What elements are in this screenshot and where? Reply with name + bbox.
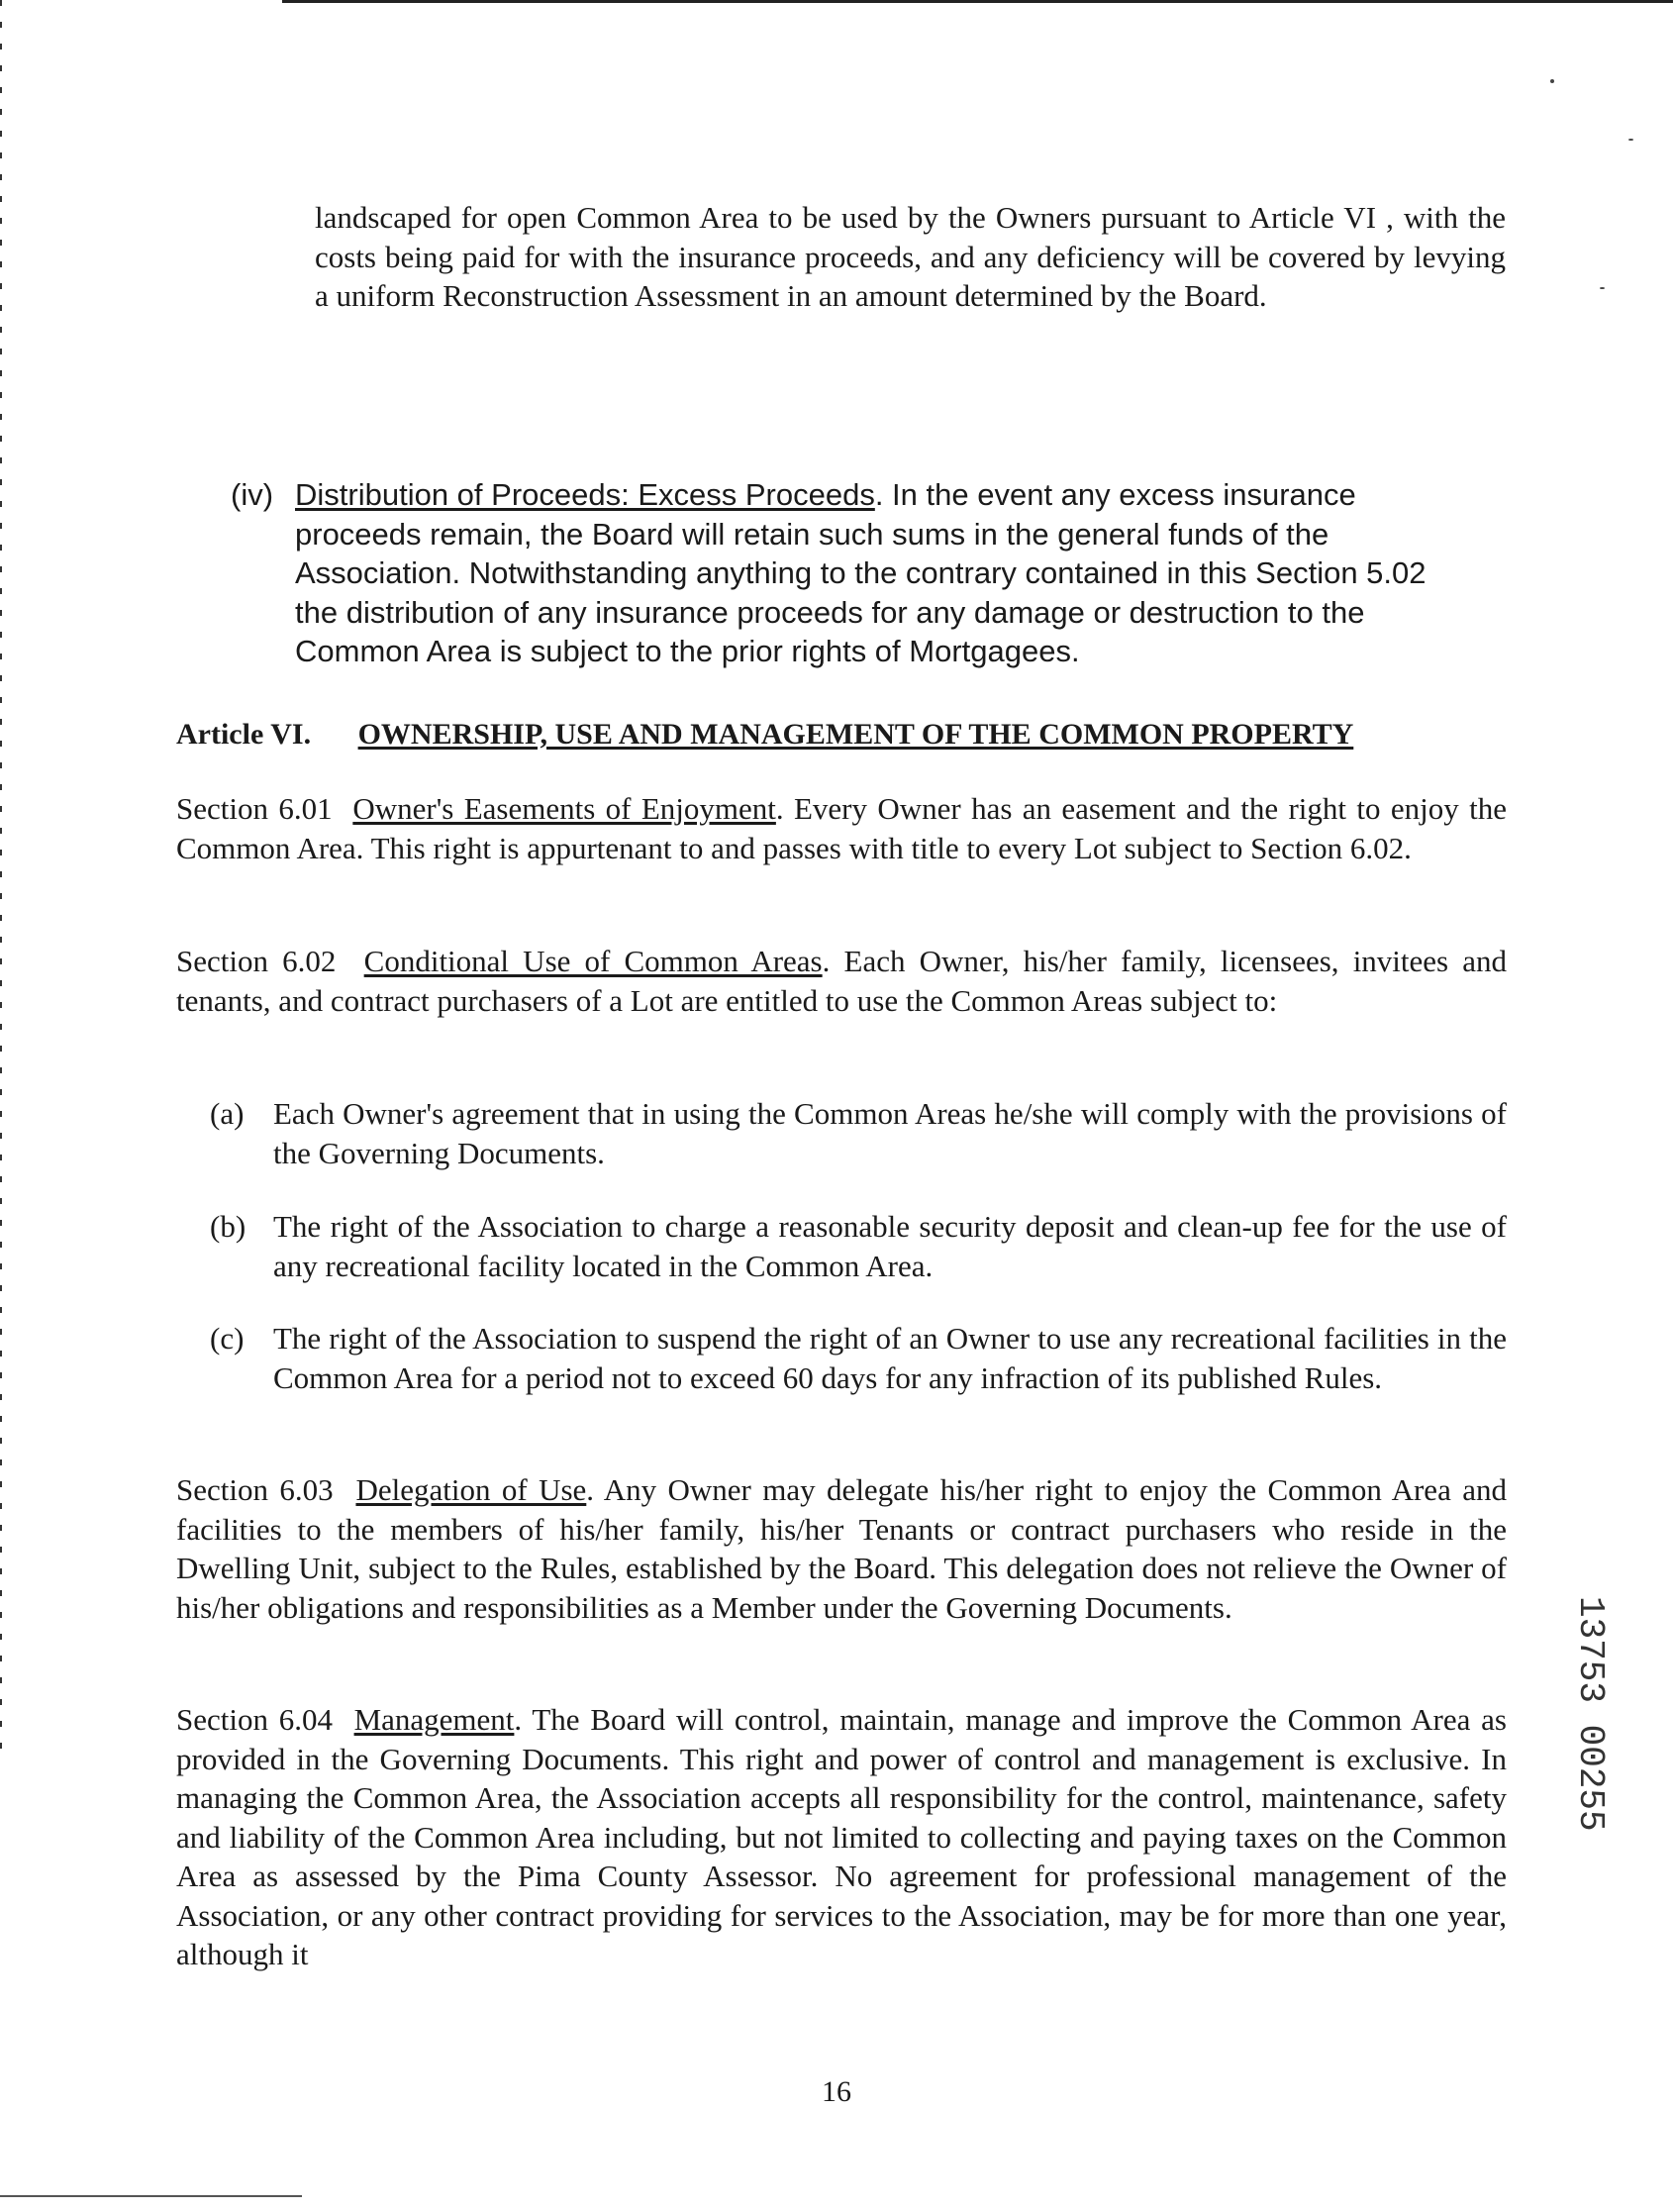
- article-title: OWNERSHIP, USE AND MANAGEMENT OF THE COMMON PROPERTY: [357, 718, 1354, 751]
- section-text: . The Board will control, maintain, manage and improve the Common Area as provided in the Governing Documents. This right and power of control and management is exclusive. In managing the Common Area, the Association accepts all responsibility for the control, maintenance, safety and liability of the Common Area including, but not limited to collecting and paying taxes on the Common Area as assessed by the Pima County Assessor. No agreement for professional management of the Association, or any other contract providing for services to the Association, may be for more than one year, although it: [176, 1702, 1507, 1971]
- section-title: Delegation of Use: [355, 1472, 587, 1507]
- section-6-03: [176, 1470, 1507, 1627]
- clause-marker: (iv): [231, 477, 274, 512]
- section-number: Section 6.04: [176, 1702, 334, 1737]
- section-title: Conditional Use of Common Areas: [363, 944, 823, 978]
- article-heading: [176, 715, 1353, 754]
- list-text: Each Owner's agreement that in using the Common Areas he/she will comply with the provisions of the Governing Documents.: [273, 1096, 1507, 1170]
- section-6-02: [176, 942, 1507, 1020]
- scan-speck: [1628, 139, 1633, 141]
- clause-text: . In the event any excess insurance proceeds remain, the Board will retain such sums in the general funds of the Association. Notwithstanding anything to the contrary contained in this Section 5.02 the distribution of any insurance proceeds for any damage or destruction to the Common Area is subject to the prior rights of Mortgagees.: [295, 477, 1427, 668]
- list-marker: (b): [210, 1209, 246, 1244]
- section-6-04: [176, 1700, 1507, 1974]
- scan-edge-top: [282, 0, 1673, 3]
- list-marker: (c): [210, 1321, 245, 1356]
- section-title: Management: [353, 1702, 515, 1737]
- list-item-c: [210, 1319, 1507, 1438]
- scan-edge-left: [0, 0, 2, 1762]
- section-text: . Any Owner may delegate his/her right to enjoy the Common Area and facilities to the members of his/her family, his/her Tenants or contract purchasers who reside in the Dwelling Unit, subject to the Rules, established by the Board. This delegation does not relieve the Owner of his/her obligations and responsibilities as a Member under the Governing Documents.: [176, 1472, 1507, 1625]
- list-item-b: [210, 1207, 1507, 1286]
- list-text: The right of the Association to suspend the right of an Owner to use any recreational facilities in the Common Area for a period not to exceed 60 days for any infraction of its published Rules.: [273, 1321, 1507, 1395]
- scan-speck: [1550, 79, 1554, 83]
- section-number: Section 6.03: [176, 1472, 334, 1507]
- section-number: Section 6.02: [176, 944, 337, 978]
- section-text: . Every Owner has an easement and the right to enjoy the Common Area. This right is appurtenant to and passes with title to every Lot subject to Section 6.02.: [176, 791, 1507, 865]
- continuation-paragraph: landscaped for open Common Area to be used by the Owners pursuant to Article VI , with the costs being paid for with the insurance proceeds, and any deficiency will be covered by levying a uniform Reconstruction Assessment in an amount determined by the Board.: [315, 200, 1506, 313]
- section-text: . Each Owner, his/her family, licensees, invitees and tenants, and contract purchasers of a Lot are entitled to use the Common Areas subject to:: [176, 944, 1508, 1018]
- list-item-a: [210, 1094, 1507, 1173]
- clause-iv: [231, 475, 1508, 683]
- section-title: Owner's Easements of Enjoyment: [352, 791, 776, 826]
- page-number: 16: [822, 2075, 851, 2108]
- section-number: Section 6.01: [176, 791, 333, 826]
- list-marker: (a): [210, 1096, 245, 1131]
- article-label: Article VI.: [176, 718, 312, 751]
- clause-body: [295, 475, 1468, 671]
- list-text: The right of the Association to charge a reasonable security deposit and clean-up fee for the use of any recreational facility located in the Common Area.: [273, 1209, 1507, 1283]
- section-6-01: [176, 789, 1507, 867]
- recording-stamp: 13753 00255: [1570, 1596, 1611, 1832]
- scan-edge-bottom: [0, 2195, 302, 2197]
- scan-speck: [1600, 287, 1605, 289]
- clause-title: Distribution of Proceeds: Excess Proceeds: [295, 477, 875, 512]
